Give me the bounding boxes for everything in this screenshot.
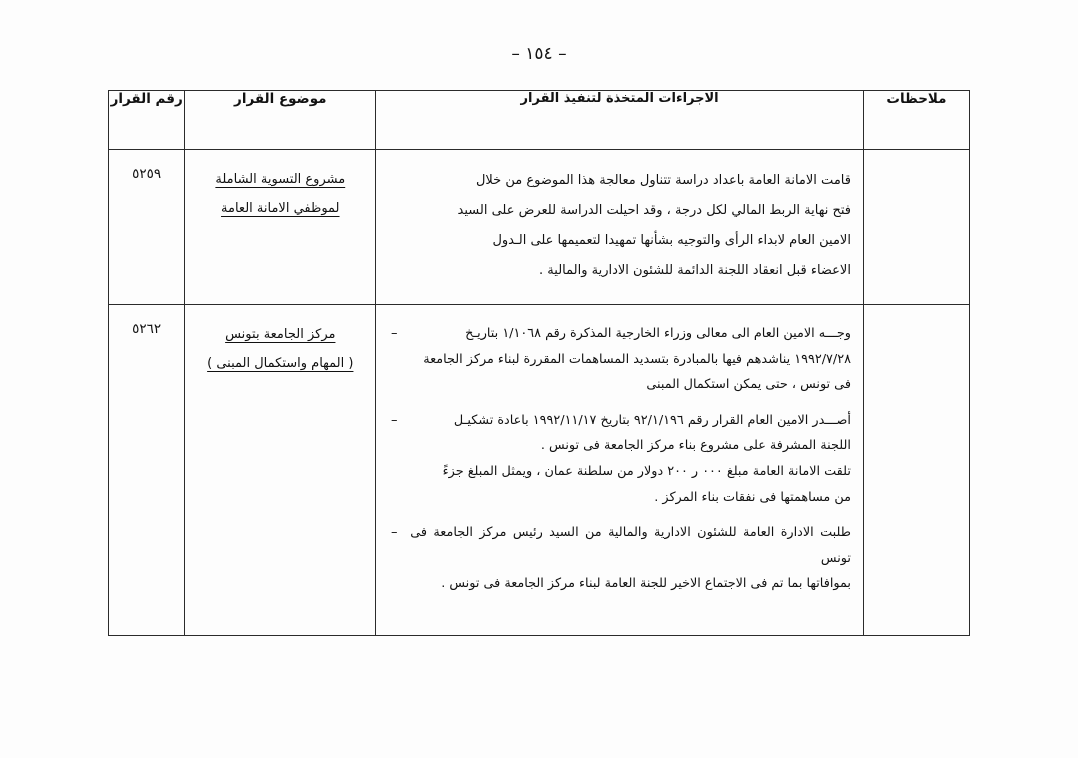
subject-line: مركز الجامعة بتونس [225,327,336,342]
cell-procedures [376,150,864,305]
bullet-line: تلقت الامانة العامة مبلغ ٠٠٠ ر ٢٠٠ دولار من سلطنة عمان ، ويمثل المبلغ جزءً [442,463,851,479]
decision-number: ٥٢٥٩ [132,166,162,182]
page-number: – ١٥٤ – [511,44,567,64]
cell-notes [863,150,969,305]
bullet-line: ١٩٩٢/٧/٢٨ يناشدهم فيها بالمبادرة بتسديد المساهمات المقررة لبناء مركز الجامعة [423,351,851,367]
subject-line: مشروع التسوية الشاملة [215,172,346,187]
decisions-table [108,90,970,636]
cell-subject [185,305,376,636]
bullet-line: فى تونس ، حتى يمكن استكمال المبنى [646,377,851,393]
column-header-number: رقم القرار [109,91,185,150]
bullet-line: وجـــه الامين العام الى معالى وزراء الخارجية المذكرة رقم ١/١٠٦٨ بتاريـخ [465,326,851,341]
bullet-line: أصـــدر الامين العام القرار رقم ٩٢/١/١٩٦ بتاريخ ١٩٩٢/١١/١٧ باعادة تشكيـل [453,412,851,428]
procedure-line: قامت الامانة العامة باعداد دراسة تتناول معالجة هذا الموضوع من خلال [475,173,851,188]
procedure-line: الامين العام لابداء الرأى والتوجيه بشأنها تمهيدا لتعميمها على الـدول [492,233,851,248]
cell-subject [185,150,376,305]
subject-line: لموظفي الامانة العامة [221,200,340,216]
procedure-line: الاعضاء قبل انعقاد اللجنة الدائمة للشئون الادارية والمالية . [539,263,851,278]
cell-number [109,150,185,305]
bullet-item [388,321,851,398]
cell-notes [863,305,969,636]
table-row [109,305,970,636]
table-row [109,150,970,305]
table-header [109,91,970,150]
bullet-line: طلبت الادارة العامة للشئون الادارية والمالية من السيد رئيس مركز الجامعة فى تونس [410,525,851,566]
cell-number [109,305,185,636]
decision-number: ٥٢٦٢ [132,321,162,337]
bullet-text [410,408,851,510]
bullet-marker: – [390,412,398,428]
bullet-line: اللجنة المشرفة على مشروع بناء مركز الجامعة فى تونس . [540,438,851,454]
table-body [109,150,970,636]
bullet-item [388,408,851,510]
table-header-row [109,91,970,150]
bullet-text [410,321,851,398]
bullet-item [388,520,851,597]
procedure-line: فتح نهاية الربط المالي لكل درجة ، وقد احيلت الدراسة للعرض على السيد [457,203,851,218]
bullet-text [410,520,851,597]
column-header-procedures: الاجراءات المتخذة لتنفيذ القرار [376,91,864,150]
column-header-subject: موضوع القرار [185,91,376,150]
column-header-notes: ملاحظات [863,91,969,150]
subject-line: ( المهام واستكمال المبنى ) [207,355,354,371]
bullet-line: بموافاتها بما تم فى الاجتماع الاخير للجنة العامة لبناء مركز الجامعة فى تونس . [441,576,851,592]
bullet-marker: – [390,525,398,541]
bullet-line: من مساهمتها فى نفقات بناء المركز . [654,489,851,505]
cell-procedures [376,305,864,636]
bullet-marker: – [390,326,398,341]
